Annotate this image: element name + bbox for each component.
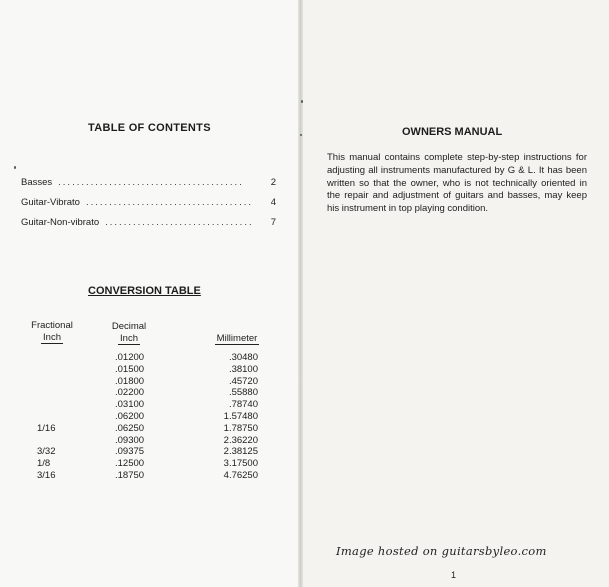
millimeter-cell: 1.57480 [223, 410, 258, 422]
page-fold [298, 0, 303, 587]
right-page [301, 0, 609, 587]
watermark-text: Image hosted on guitarsbyleo.com [336, 544, 547, 558]
millimeter-cell: 3.17500 [223, 458, 258, 470]
millimeter-cell: .55880 [228, 387, 258, 399]
toc-entry-label: Guitar-Vibrato [21, 197, 80, 208]
toc-entry-label: Basses [21, 177, 53, 188]
decimal-cell: .01500 [115, 363, 145, 375]
fraction-cell: 1/8 [37, 458, 51, 470]
decimal-cell: .09300 [115, 434, 145, 446]
scan-speck [300, 134, 302, 136]
decimal-cell: .06200 [115, 410, 145, 422]
decimal-cell: .03100 [115, 399, 145, 411]
toc-leader-dots: .................................... [85, 197, 253, 208]
fraction-column [37, 352, 67, 482]
page-number: 1 [451, 570, 457, 580]
toc-entry-label: Guitar-Non-vibrato [21, 217, 100, 228]
scan-speck [14, 166, 16, 169]
toc-leader-dots: ................................ [105, 217, 254, 228]
millimeter-cell: 1.78750 [223, 422, 258, 434]
toc-title: TABLE OF CONTENTS [88, 122, 211, 134]
header-line: Millimeter [216, 333, 258, 344]
toc-leader-dots: ........................................ [58, 177, 244, 188]
decimal-cell: .18750 [115, 469, 145, 481]
scan-speck [301, 100, 303, 103]
decimal-cell: .09375 [115, 446, 145, 458]
header-millimeter [210, 333, 264, 345]
fraction-cell [37, 376, 67, 388]
millimeter-column [213, 352, 258, 482]
fraction-cell: 1/16 [37, 422, 56, 434]
header-line: Inch [120, 333, 138, 344]
decimal-cell: .02200 [115, 387, 145, 399]
header-fractional-inch [28, 320, 76, 344]
toc-entry-page: 2 [270, 177, 276, 188]
toc-entry [21, 217, 276, 231]
header-line: Inch [43, 332, 61, 343]
millimeter-cell: 2.38125 [223, 446, 258, 458]
millimeter-cell: .30480 [228, 352, 258, 363]
toc-entry [21, 177, 276, 191]
toc-entry-page: 7 [270, 217, 276, 228]
millimeter-cell: 4.76250 [223, 469, 258, 481]
millimeter-cell: 2.36220 [223, 434, 258, 446]
decimal-cell: .01200 [115, 352, 145, 363]
toc-entry [21, 197, 276, 211]
header-decimal-inch [105, 321, 153, 345]
header-line: Fractional [31, 320, 73, 331]
decimal-cell: .06250 [115, 422, 145, 434]
fraction-cell [37, 387, 67, 399]
fraction-cell [37, 435, 67, 447]
millimeter-cell: .38100 [228, 363, 258, 375]
owners-manual-intro: This manual contains complete step-by-step instructions for adjusting all instruments manufactured by G & L. It has been written so that the owner, who is not technically oriented in the repair and adjustment of guitars and basses, may keep his instrument in top playing condition. [327, 152, 587, 215]
decimal-cell: .12500 [115, 458, 145, 470]
millimeter-cell: .45720 [228, 375, 258, 387]
owners-manual-title: OWNERS MANUAL [402, 126, 503, 138]
fraction-cell [37, 352, 67, 364]
fraction-cell [37, 399, 67, 411]
millimeter-cell: .78740 [228, 399, 258, 411]
decimal-cell: .01800 [115, 375, 145, 387]
header-line: Decimal [111, 321, 147, 332]
fraction-cell: 3/32 [37, 446, 56, 458]
fraction-cell [37, 364, 67, 376]
decimal-column [115, 352, 155, 482]
conversion-table-title: CONVERSION TABLE [88, 285, 201, 297]
toc-entry-page: 4 [270, 197, 276, 208]
fraction-cell [37, 411, 67, 423]
fraction-cell: 3/16 [37, 469, 56, 481]
